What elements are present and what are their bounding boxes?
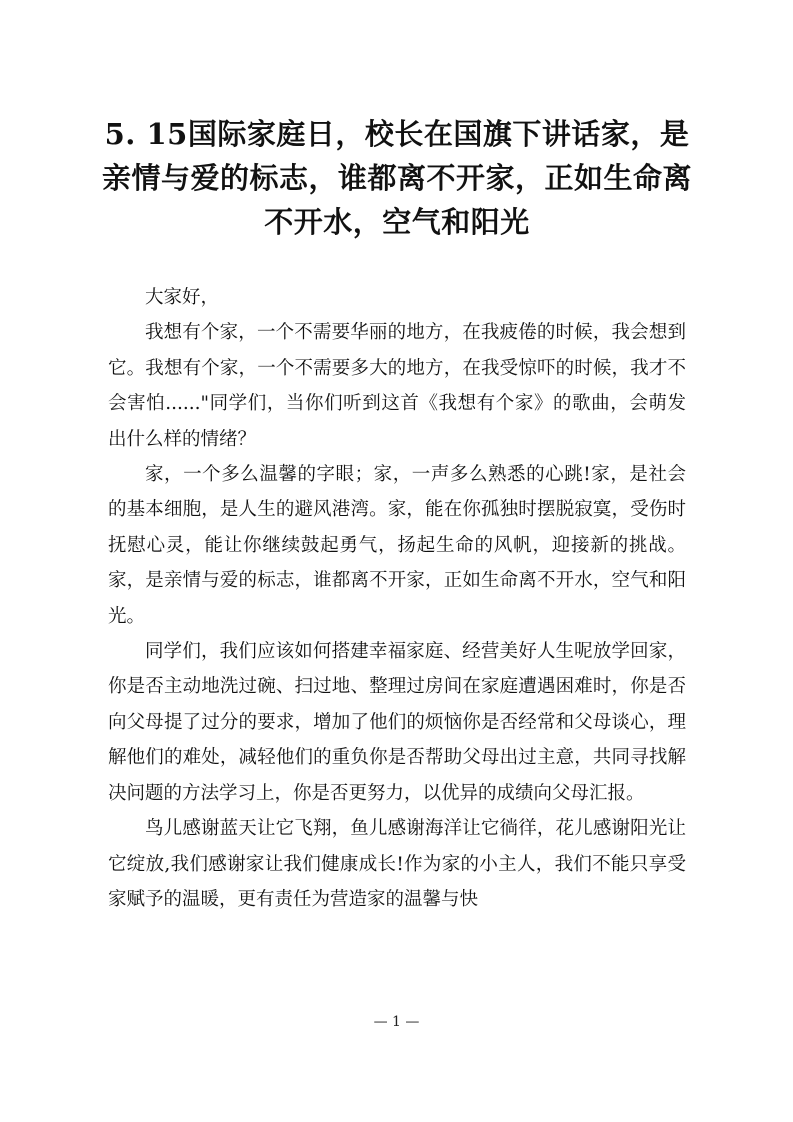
- paragraph-greeting: 大家好，: [145, 287, 220, 308]
- paragraph: 我想有个家，一个不需要华丽的地方，在我疲倦的时候，我会想到它。我想有个家，一个不需要多大的地方，在我受惊吓的时候，我才不会害怕......"同学们，当你们听到这首《我想有个家》的歌曲，会萌发出什么样的情绪？: [108, 322, 686, 450]
- paragraph: 鸟儿感谢蓝天让它飞翔，鱼儿感谢海洋让它徜徉，花儿感谢阳光让它绽放,我们感谢家让我们健康成长!作为家的小主人，我们不能只享受家赋予的温暖，更有责任为营造家的温馨与快: [108, 818, 686, 910]
- document-body: [108, 280, 686, 917]
- paragraph: 家，一个多么温馨的字眼；家，一声多么熟悉的心跳!家，是社会的基本细胞，是人生的避风港湾。家，能在你孤独时摆脱寂寞，受伤时抚慰心灵，能让你继续鼓起勇气，扬起生命的风帆，迎接新的挑战。家，是亲情与爱的标志，谁都离不开家，正如生命离不开水，空气和阳光。: [108, 464, 686, 627]
- page-number: — 1 —: [373, 1014, 420, 1030]
- paragraph: 同学们，我们应该如何搭建幸福家庭、经营美好人生呢放学回家，你是否主动地洗过碗、扫过地、整理过房间在家庭遭遇困难时，你是否向父母提了过分的要求，增加了他们的烦恼你是否经常和父母谈心，理解他们的难处，减轻他们的重负你是否帮助父母出过主意，共同寻找解决问题的方法学习上，你是否更努力，以优异的成绩向父母汇报。: [108, 641, 686, 804]
- document-title: 5. 15国际家庭日，校长在国旗下讲话家，是亲情与爱的标志，谁都离不开家，正如生命离不开水，空气和阳光: [101, 117, 692, 239]
